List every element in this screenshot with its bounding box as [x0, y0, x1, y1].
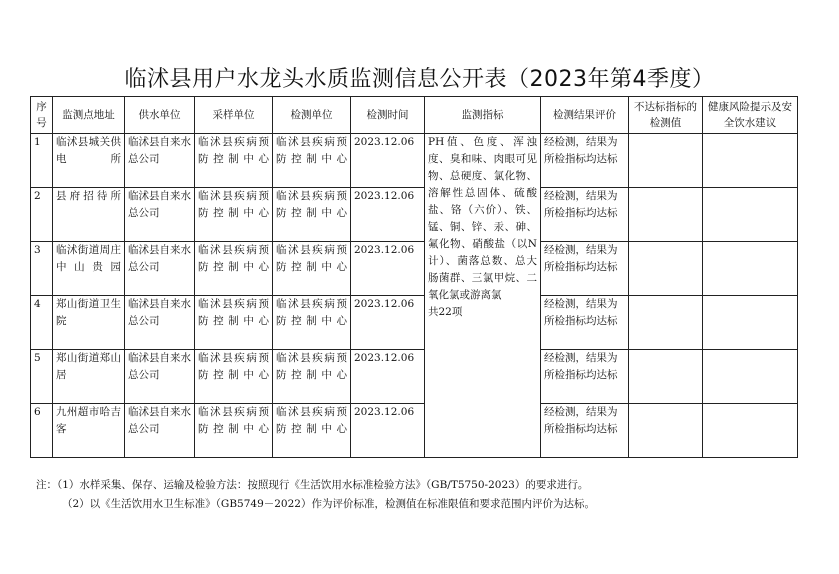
table-row [31, 134, 798, 188]
header-sampler: 采样单位 [195, 97, 273, 134]
footnote-2: （2）以《生活饮用水卫生标准》（GB5749－2022）作为评价标准，检测值在标准限值和要求范围内评价为达标。 [62, 498, 595, 510]
row-supplier: 临沭县自来水总公司 [125, 188, 195, 242]
row-time: 2023.12.06 [351, 404, 425, 458]
indicators-count: 共22项 [428, 306, 463, 318]
row-supplier: 临沭县自来水总公司 [125, 134, 195, 188]
header-health-advice: 健康风险提示及安全饮水建议 [703, 97, 798, 134]
row-time: 2023.12.06 [351, 188, 425, 242]
header-lab: 检测单位 [273, 97, 351, 134]
row-seq: 2 [31, 188, 53, 242]
row-supplier: 临沭县自来水总公司 [125, 242, 195, 296]
row-result: 经检测，结果为所检指标均达标 [541, 404, 629, 458]
header-result: 检测结果评价 [541, 97, 629, 134]
row-sampler: 临沭县疾病预防控制中心 [195, 134, 273, 188]
row-sampler: 临沭县疾病预防控制中心 [195, 188, 273, 242]
row-lab: 临沭县疾病预防控制中心 [273, 134, 351, 188]
row-seq: 5 [31, 350, 53, 404]
row-health-advice [703, 404, 798, 458]
row-seq: 1 [31, 134, 53, 188]
header-failed-values: 不达标指标的检测值 [629, 97, 703, 134]
row-result: 经检测，结果为所检指标均达标 [541, 296, 629, 350]
row-seq: 4 [31, 296, 53, 350]
row-site: 郑山街道郑山居 [53, 350, 125, 404]
header-site: 监测点地址 [53, 97, 125, 134]
row-health-advice [703, 134, 798, 188]
document-title: 临沭县用户水龙头水质监测信息公开表（2023年第4季度） [124, 67, 715, 92]
header-supplier: 供水单位 [125, 97, 195, 134]
row-supplier: 临沭县自来水总公司 [125, 296, 195, 350]
row-sampler: 临沭县疾病预防控制中心 [195, 242, 273, 296]
row-health-advice [703, 296, 798, 350]
row-site: 郑山街道卫生院 [53, 296, 125, 350]
footnote-1: 注：（1）水样采集、保存、运输及检验方法：按照现行《生活饮用水标准检验方法》（GB/T5750-2023）的要求进行。 [36, 479, 589, 491]
table-row [31, 188, 798, 242]
row-site: 临沭街道周庄中山贵园 [53, 242, 125, 296]
row-health-advice [703, 350, 798, 404]
indicators-list: PH值、色度、浑浊度、臭和味、肉眼可见物、总硬度、氯化物、溶解性总固体、硫酸盐、铬（六价）、铁、锰、铜、锌、汞、砷、氟化物、硝酸盐（以N计）、菌落总数、总大肠菌群、三氯甲烷、二氧化氯或游离氯 [428, 136, 537, 301]
row-time: 2023.12.06 [351, 350, 425, 404]
table-header-row [31, 97, 798, 134]
row-health-advice [703, 188, 798, 242]
row-result: 经检测，结果为所检指标均达标 [541, 188, 629, 242]
table-row [31, 350, 798, 404]
row-seq: 6 [31, 404, 53, 458]
row-sampler: 临沭县疾病预防控制中心 [195, 404, 273, 458]
row-failed-values [629, 350, 703, 404]
row-sampler: 临沭县疾病预防控制中心 [195, 350, 273, 404]
row-failed-values [629, 242, 703, 296]
row-site: 县府招待所 [53, 188, 125, 242]
row-failed-values [629, 188, 703, 242]
row-lab: 临沭县疾病预防控制中心 [273, 404, 351, 458]
row-site: 临沭县城关供电所 [53, 134, 125, 188]
row-time: 2023.12.06 [351, 134, 425, 188]
row-result: 经检测，结果为所检指标均达标 [541, 350, 629, 404]
row-supplier: 临沭县自来水总公司 [125, 350, 195, 404]
table-row [31, 404, 798, 458]
row-lab: 临沭县疾病预防控制中心 [273, 242, 351, 296]
header-time: 检测时间 [351, 97, 425, 134]
row-failed-values [629, 404, 703, 458]
row-lab: 临沭县疾病预防控制中心 [273, 296, 351, 350]
row-supplier: 临沭县自来水总公司 [125, 404, 195, 458]
table-row [31, 242, 798, 296]
row-failed-values [629, 134, 703, 188]
row-result: 经检测，结果为所检指标均达标 [541, 242, 629, 296]
row-result: 经检测，结果为所检指标均达标 [541, 134, 629, 188]
row-health-advice [703, 242, 798, 296]
row-lab: 临沭县疾病预防控制中心 [273, 188, 351, 242]
row-time: 2023.12.06 [351, 242, 425, 296]
row-site: 九州超市哈吉客 [53, 404, 125, 458]
row-lab: 临沭县疾病预防控制中心 [273, 350, 351, 404]
row-sampler: 临沭县疾病预防控制中心 [195, 296, 273, 350]
row-failed-values [629, 296, 703, 350]
row-time: 2023.12.06 [351, 296, 425, 350]
monitoring-table [30, 96, 798, 458]
table-row [31, 296, 798, 350]
header-indicators: 监测指标 [425, 97, 541, 134]
footnotes [36, 476, 595, 514]
row-seq: 3 [31, 242, 53, 296]
indicators-cell [425, 134, 541, 458]
header-seq: 序号 [31, 97, 53, 134]
